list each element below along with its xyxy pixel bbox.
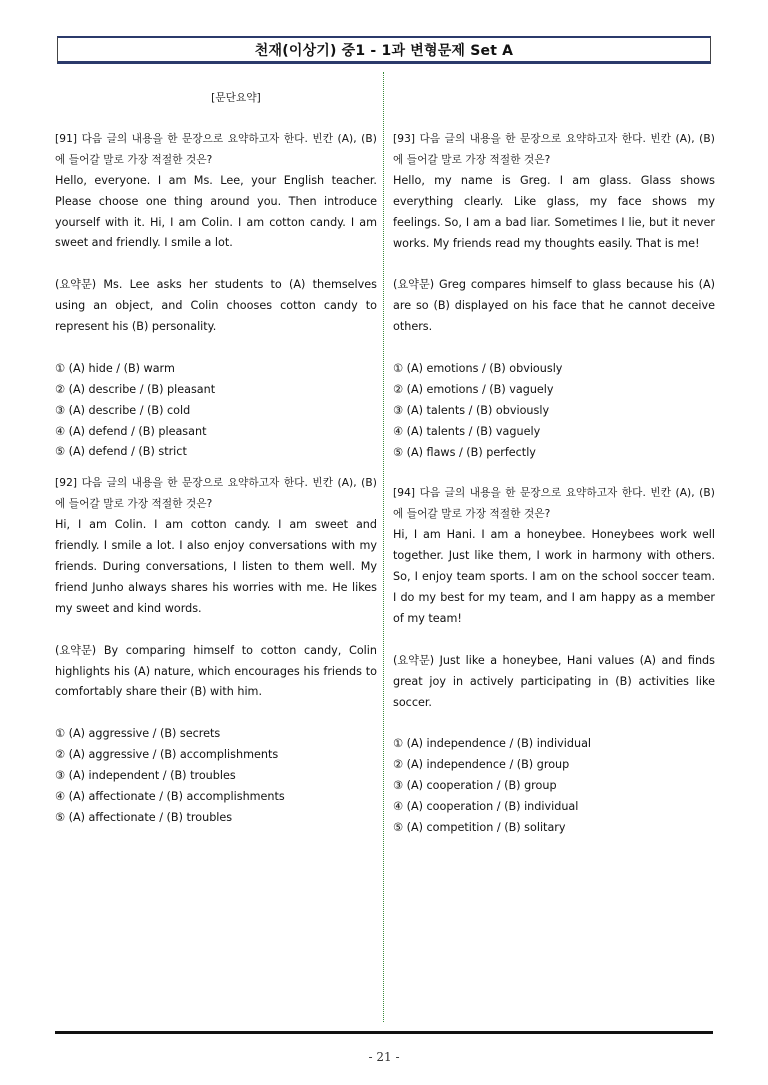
option-2[interactable]: ② (A) describe / (B) pleasant bbox=[55, 382, 216, 396]
option-3[interactable]: ③ (A) independent / (B) troubles bbox=[55, 769, 236, 783]
footer-rule bbox=[55, 1031, 713, 1034]
question-92 bbox=[55, 473, 377, 828]
summary: (요약문) Just like a honeybee, Hani values (A) and finds great joy in actively participating in (B) activities like soccer. bbox=[393, 653, 715, 709]
option-1[interactable]: ① (A) aggressive / (B) secrets bbox=[55, 727, 221, 741]
question-number: [92] bbox=[55, 477, 78, 490]
question-93 bbox=[393, 129, 715, 463]
summary: (요약문) Ms. Lee asks her students to (A) themselves using an object, and Colin chooses cotton candy to represent his (B) personality. bbox=[55, 278, 377, 334]
option-4[interactable]: ④ (A) cooperation / (B) individual bbox=[393, 800, 579, 814]
option-2[interactable]: ② (A) independence / (B) group bbox=[393, 758, 570, 772]
option-1[interactable]: ① (A) hide / (B) warm bbox=[55, 361, 175, 375]
option-2[interactable]: ② (A) aggressive / (B) accomplishments bbox=[55, 748, 279, 762]
page-number: - 21 - bbox=[368, 1050, 400, 1064]
column-divider bbox=[383, 72, 384, 1022]
option-5[interactable]: ⑤ (A) flaws / (B) perfectly bbox=[393, 445, 536, 459]
option-1[interactable]: ① (A) independence / (B) individual bbox=[393, 737, 592, 751]
option-4[interactable]: ④ (A) affectionate / (B) accomplishments bbox=[55, 789, 285, 803]
question-number: [91] bbox=[55, 132, 78, 145]
option-5[interactable]: ⑤ (A) competition / (B) solitary bbox=[393, 820, 566, 834]
option-3[interactable]: ③ (A) cooperation / (B) group bbox=[393, 779, 557, 793]
passage: Hi, I am Hani. I am a honeybee. Honeybees work well together. Just like them, I work in harmony with others. So, I enjoy team sports. I am on the school soccer team. I do my best for my team, and I am happy as a member of my team! bbox=[393, 528, 715, 625]
question-instruction: 다음 글의 내용을 한 문장으로 요약하고자 한다. 빈칸 (A), (B)에 들어갈 말로 가장 적절한 것은? bbox=[55, 132, 378, 166]
question-94 bbox=[393, 483, 715, 838]
question-instruction: 다음 글의 내용을 한 문장으로 요약하고자 한다. 빈칸 (A), (B)에 들어갈 말로 가장 적절한 것은? bbox=[55, 477, 378, 511]
question-instruction: 다음 글의 내용을 한 문장으로 요약하고자 한다. 빈칸 (A), (B)에 들어갈 말로 가장 적절한 것은? bbox=[393, 487, 716, 521]
right-column bbox=[393, 88, 715, 839]
summary: (요약문) By comparing himself to cotton candy, Colin highlights his (A) nature, which encourages his friends to comfortably share their (B) with him. bbox=[55, 643, 377, 699]
passage: Hello, my name is Greg. I am glass. Glass shows everything clearly. Like glass, my face shows my feelings. So, I am a bad liar. Sometimes I lie, but it never works. My friends read my thoughts easily. That is me! bbox=[393, 173, 715, 250]
section-label: [문단요약] bbox=[211, 92, 261, 104]
page-title: 천재(이상기) 중1 - 1과 변형문제 Set A bbox=[254, 42, 514, 59]
question-number: [94] bbox=[393, 487, 416, 500]
question-91 bbox=[55, 129, 377, 463]
passage: Hello, everyone. I am Ms. Lee, your English teacher. Please choose one thing around you. Then introduce yourself with it. Hi, I am Colin. I am cotton candy. I am sweet and friendly. I smile a lot. bbox=[55, 173, 377, 250]
question-instruction: 다음 글의 내용을 한 문장으로 요약하고자 한다. 빈칸 (A), (B)에 들어갈 말로 가장 적절한 것은? bbox=[393, 133, 716, 166]
header-box bbox=[57, 36, 711, 64]
left-column bbox=[55, 88, 377, 829]
option-5[interactable]: ⑤ (A) affectionate / (B) troubles bbox=[55, 810, 233, 824]
option-4[interactable]: ④ (A) talents / (B) vaguely bbox=[393, 424, 541, 438]
passage: Hi, I am Colin. I am cotton candy. I am sweet and friendly. I smile a lot. I also enjoy conversations with my friends. During conversations, I listen to them well. My friend Junho always shares his worries with me. He likes my sweet and kind words. bbox=[55, 518, 377, 615]
option-2[interactable]: ② (A) emotions / (B) vaguely bbox=[393, 382, 554, 396]
option-4[interactable]: ④ (A) defend / (B) pleasant bbox=[55, 424, 207, 438]
option-3[interactable]: ③ (A) talents / (B) obviously bbox=[393, 403, 550, 417]
option-5[interactable]: ⑤ (A) defend / (B) strict bbox=[55, 445, 187, 459]
option-3[interactable]: ③ (A) describe / (B) cold bbox=[55, 403, 191, 417]
summary: (요약문) Greg compares himself to glass because his (A) are so (B) displayed on his face that he cannot deceive others. bbox=[393, 278, 715, 334]
option-1[interactable]: ① (A) emotions / (B) obviously bbox=[393, 361, 563, 375]
question-number: [93] bbox=[393, 133, 416, 145]
